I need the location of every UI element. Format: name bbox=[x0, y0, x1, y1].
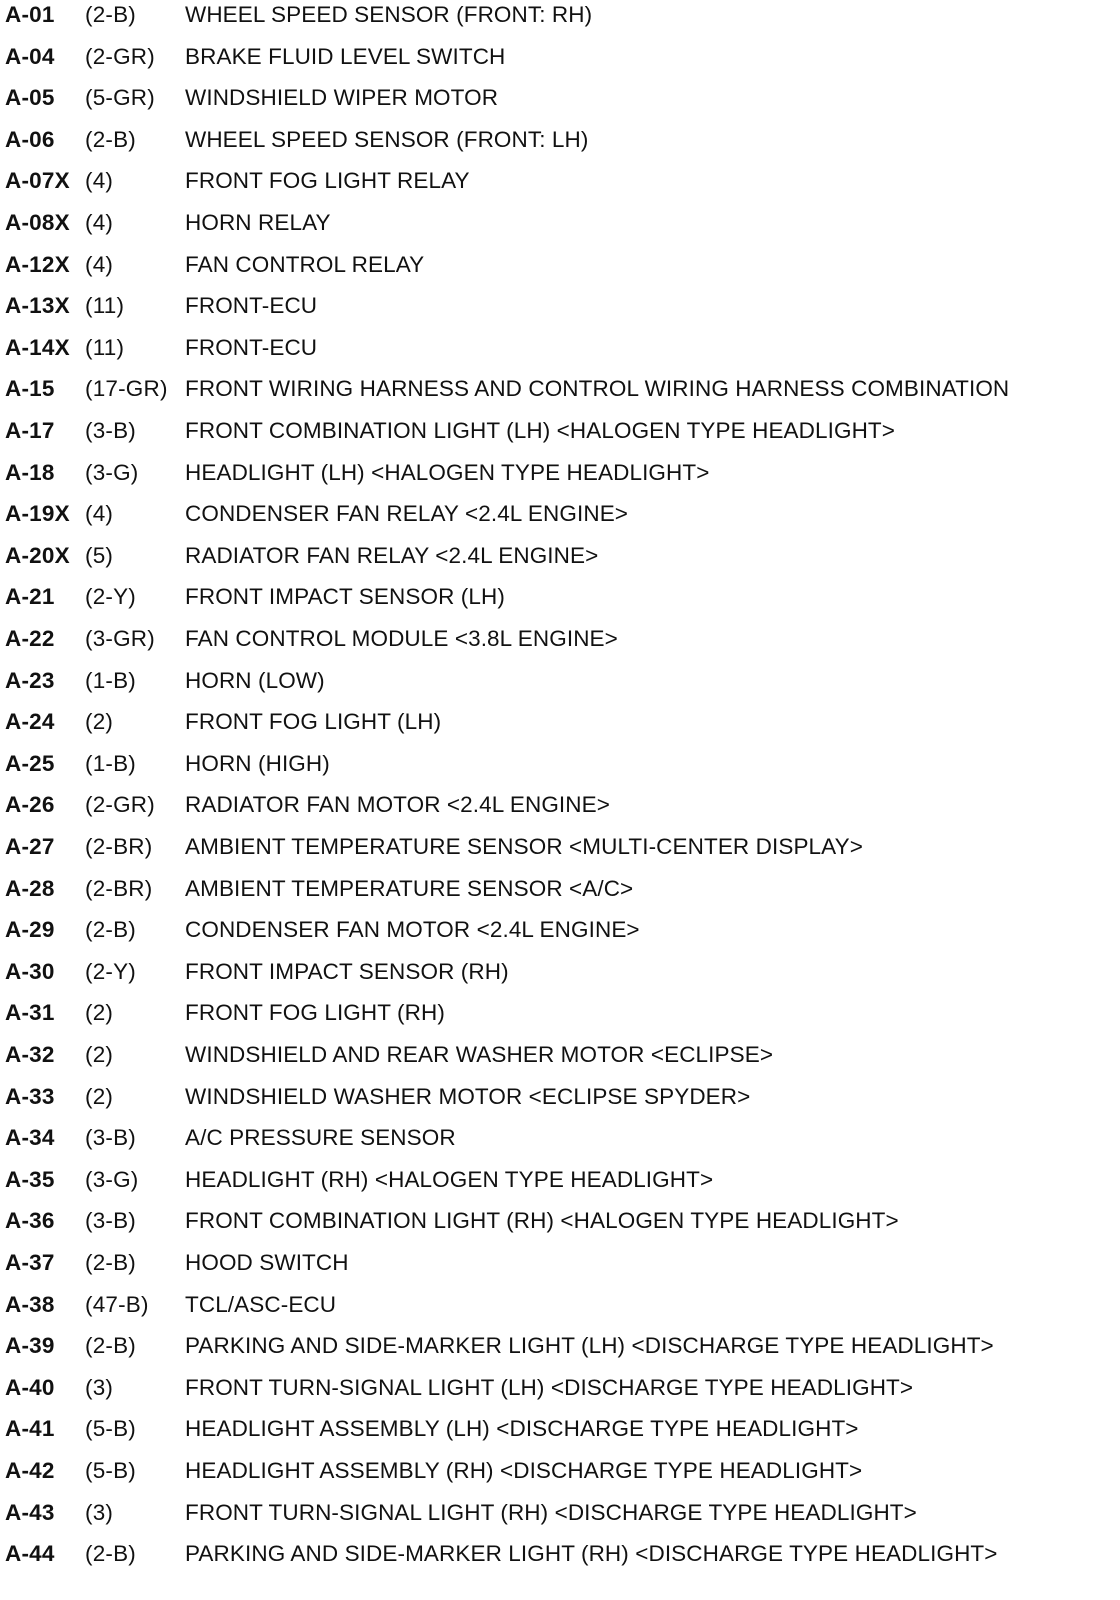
connector-pins: (2-GR) bbox=[85, 43, 155, 69]
connector-row bbox=[0, 666, 1120, 708]
connector-description: HORN RELAY bbox=[185, 210, 331, 235]
connector-pins: (2-B) bbox=[85, 1250, 136, 1275]
connector-code: A-25 bbox=[5, 750, 55, 776]
connector-pins: (4) bbox=[85, 168, 114, 194]
connector-row bbox=[0, 707, 1120, 749]
connector-pins: (3-B) bbox=[85, 418, 136, 443]
connector-row bbox=[0, 166, 1120, 208]
connector-pins: (3) bbox=[85, 1499, 114, 1525]
connector-description: HEADLIGHT ASSEMBLY (LH) <DISCHARGE TYPE HEADLIGHT> bbox=[185, 1416, 859, 1442]
connector-code: A-05 bbox=[5, 85, 55, 111]
connector-description: HEADLIGHT (RH) <HALOGEN TYPE HEADLIGHT> bbox=[185, 1166, 714, 1192]
connector-code: A-04 bbox=[5, 43, 55, 69]
connector-code: A-23 bbox=[5, 667, 55, 693]
connector-code: A-39 bbox=[5, 1333, 55, 1359]
connector-description: WINDSHIELD WIPER MOTOR bbox=[185, 85, 499, 111]
connector-code: A-32 bbox=[5, 1042, 55, 1067]
connector-description: FRONT TURN-SIGNAL LIGHT (RH) <DISCHARGE TYPE HEADLIGHT> bbox=[185, 1499, 917, 1525]
connector-row bbox=[0, 0, 1120, 42]
connector-description: TCL/ASC-ECU bbox=[185, 1291, 337, 1317]
connector-code: A-08X bbox=[5, 210, 70, 235]
connector-pins: (4) bbox=[85, 210, 114, 235]
connector-description: PARKING AND SIDE-MARKER LIGHT (LH) <DISCHARGE TYPE HEADLIGHT> bbox=[185, 1333, 994, 1359]
connector-pins: (2-B) bbox=[85, 1333, 136, 1359]
connector-description: CONDENSER FAN MOTOR <2.4L ENGINE> bbox=[185, 917, 640, 943]
connector-pins: (2) bbox=[85, 1042, 114, 1067]
connector-description: HOOD SWITCH bbox=[185, 1250, 349, 1275]
connector-code: A-28 bbox=[5, 875, 55, 901]
connector-code: A-29 bbox=[5, 917, 55, 943]
connector-description: A/C PRESSURE SENSOR bbox=[185, 1125, 456, 1151]
connector-code: A-22 bbox=[5, 626, 55, 651]
connector-pins: (3-G) bbox=[85, 1166, 139, 1192]
connector-pins: (11) bbox=[85, 293, 125, 319]
connector-row bbox=[0, 1248, 1120, 1290]
connector-description: WHEEL SPEED SENSOR (FRONT: LH) bbox=[185, 126, 589, 152]
connector-pins: (11) bbox=[85, 334, 125, 360]
connector-pins: (2-B) bbox=[85, 917, 136, 943]
connector-description: RADIATOR FAN MOTOR <2.4L ENGINE> bbox=[185, 792, 610, 818]
connector-pins: (1-B) bbox=[85, 667, 136, 693]
connector-row bbox=[0, 125, 1120, 167]
connector-code: A-35 bbox=[5, 1166, 55, 1192]
connector-row bbox=[0, 333, 1120, 375]
connector-pins: (5-B) bbox=[85, 1416, 136, 1442]
connector-code: A-38 bbox=[5, 1291, 55, 1317]
connector-code: A-30 bbox=[5, 958, 55, 984]
connector-pins: (1-B) bbox=[85, 750, 136, 776]
connector-row bbox=[0, 416, 1120, 458]
connector-description: FRONT-ECU bbox=[185, 334, 318, 360]
connector-row bbox=[0, 1498, 1120, 1540]
connector-pins: (47-B) bbox=[85, 1291, 149, 1317]
connector-code: A-33 bbox=[5, 1083, 55, 1109]
connector-description: CONDENSER FAN RELAY <2.4L ENGINE> bbox=[185, 501, 629, 527]
connector-code: A-41 bbox=[5, 1416, 55, 1442]
connector-pins: (3-G) bbox=[85, 459, 139, 485]
connector-row bbox=[0, 874, 1120, 916]
connector-code: A-14X bbox=[5, 334, 70, 360]
connector-description: FRONT COMBINATION LIGHT (LH) <HALOGEN TYPE HEADLIGHT> bbox=[185, 418, 896, 443]
connector-code: A-13X bbox=[5, 293, 70, 319]
connector-description: HORN (LOW) bbox=[185, 667, 325, 693]
connector-description: FRONT FOG LIGHT (LH) bbox=[185, 709, 442, 735]
connector-row bbox=[0, 998, 1120, 1040]
connector-row bbox=[0, 458, 1120, 500]
connector-code: A-07X bbox=[5, 168, 70, 194]
connector-pins: (2-BR) bbox=[85, 875, 153, 901]
connector-code: A-40 bbox=[5, 1374, 55, 1400]
connector-row bbox=[0, 1456, 1120, 1498]
connector-pins: (17-GR) bbox=[85, 376, 168, 402]
connector-description: FAN CONTROL MODULE <3.8L ENGINE> bbox=[185, 626, 618, 651]
connector-row bbox=[0, 208, 1120, 250]
connector-row bbox=[0, 957, 1120, 999]
connector-code: A-12X bbox=[5, 251, 70, 277]
connector-description: AMBIENT TEMPERATURE SENSOR <MULTI-CENTER DISPLAY> bbox=[185, 834, 863, 859]
connector-pins: (4) bbox=[85, 251, 114, 277]
connector-pins: (3-GR) bbox=[85, 626, 155, 651]
connector-row bbox=[0, 915, 1120, 957]
connector-code: A-21 bbox=[5, 584, 55, 610]
connector-pins: (2) bbox=[85, 709, 114, 735]
connector-description: PARKING AND SIDE-MARKER LIGHT (RH) <DISCHARGE TYPE HEADLIGHT> bbox=[185, 1541, 998, 1567]
connector-pins: (2-BR) bbox=[85, 834, 153, 859]
connector-description: FRONT IMPACT SENSOR (LH) bbox=[185, 584, 505, 610]
connector-code: A-43 bbox=[5, 1499, 55, 1525]
connector-code: A-34 bbox=[5, 1125, 55, 1151]
connector-row bbox=[0, 582, 1120, 624]
connector-code: A-44 bbox=[5, 1541, 55, 1567]
connector-row bbox=[0, 541, 1120, 583]
connector-code: A-15 bbox=[5, 376, 55, 402]
connector-row bbox=[0, 250, 1120, 292]
connector-pins: (3-B) bbox=[85, 1208, 136, 1234]
connector-code: A-19X bbox=[5, 501, 70, 527]
connector-code: A-36 bbox=[5, 1208, 55, 1234]
connector-description: WINDSHIELD WASHER MOTOR <ECLIPSE SPYDER> bbox=[185, 1083, 751, 1109]
connector-description: FRONT-ECU bbox=[185, 293, 318, 319]
connector-code: A-17 bbox=[5, 418, 55, 443]
connector-pins: (2-GR) bbox=[85, 792, 155, 818]
connector-description: FRONT FOG LIGHT (RH) bbox=[185, 1000, 445, 1026]
connector-description: FAN CONTROL RELAY bbox=[185, 251, 425, 277]
connector-row bbox=[0, 1082, 1120, 1124]
connector-pins: (2-Y) bbox=[85, 584, 136, 610]
connector-row bbox=[0, 1373, 1120, 1415]
connector-description: WINDSHIELD AND REAR WASHER MOTOR <ECLIPSE> bbox=[185, 1042, 774, 1067]
connector-pins: (2-B) bbox=[85, 1541, 136, 1567]
connector-description: FRONT FOG LIGHT RELAY bbox=[185, 168, 470, 194]
connector-row bbox=[0, 832, 1120, 874]
connector-pins: (4) bbox=[85, 501, 114, 527]
connector-row bbox=[0, 42, 1120, 84]
connector-description: FRONT TURN-SIGNAL LIGHT (LH) <DISCHARGE TYPE HEADLIGHT> bbox=[185, 1374, 914, 1400]
connector-row bbox=[0, 624, 1120, 666]
connector-row bbox=[0, 83, 1120, 125]
connector-pins: (2-B) bbox=[85, 126, 136, 152]
connector-description: AMBIENT TEMPERATURE SENSOR <A/C> bbox=[185, 875, 634, 901]
connector-row bbox=[0, 1539, 1120, 1581]
connector-pins: (5) bbox=[85, 542, 114, 568]
connector-description: HORN (HIGH) bbox=[185, 750, 330, 776]
connector-description: FRONT IMPACT SENSOR (RH) bbox=[185, 958, 509, 984]
connector-row bbox=[0, 499, 1120, 541]
connector-code: A-06 bbox=[5, 126, 55, 152]
connector-pins: (2-B) bbox=[85, 2, 136, 27]
connector-code: A-18 bbox=[5, 459, 55, 485]
connector-pins: (2) bbox=[85, 1083, 114, 1109]
connector-code: A-01 bbox=[5, 2, 55, 27]
connector-code: A-26 bbox=[5, 792, 55, 818]
connector-row bbox=[0, 1331, 1120, 1373]
connector-pins: (5-B) bbox=[85, 1458, 136, 1483]
connector-pins: (5-GR) bbox=[85, 85, 155, 111]
connector-row bbox=[0, 1165, 1120, 1207]
connector-row bbox=[0, 1290, 1120, 1332]
connector-description: HEADLIGHT ASSEMBLY (RH) <DISCHARGE TYPE HEADLIGHT> bbox=[185, 1458, 863, 1483]
connector-row bbox=[0, 1414, 1120, 1456]
connector-description: FRONT WIRING HARNESS AND CONTROL WIRING HARNESS COMBINATION bbox=[185, 376, 1010, 402]
connector-description: HEADLIGHT (LH) <HALOGEN TYPE HEADLIGHT> bbox=[185, 459, 710, 485]
connector-description: RADIATOR FAN RELAY <2.4L ENGINE> bbox=[185, 542, 599, 568]
connector-pins: (3-B) bbox=[85, 1125, 136, 1151]
connector-row bbox=[0, 291, 1120, 333]
connector-pins: (2-Y) bbox=[85, 958, 136, 984]
connector-code: A-24 bbox=[5, 709, 55, 735]
connector-row bbox=[0, 1206, 1120, 1248]
connector-code: A-27 bbox=[5, 834, 55, 859]
connector-row bbox=[0, 749, 1120, 791]
connector-code: A-31 bbox=[5, 1000, 55, 1026]
connector-pins: (2) bbox=[85, 1000, 114, 1026]
connector-description: WHEEL SPEED SENSOR (FRONT: RH) bbox=[185, 2, 593, 27]
connector-code: A-37 bbox=[5, 1250, 55, 1275]
connector-pins: (3) bbox=[85, 1374, 114, 1400]
connector-description: FRONT COMBINATION LIGHT (RH) <HALOGEN TYPE HEADLIGHT> bbox=[185, 1208, 899, 1234]
connector-code: A-20X bbox=[5, 542, 70, 568]
connector-row bbox=[0, 1040, 1120, 1082]
connector-row bbox=[0, 790, 1120, 832]
connector-row bbox=[0, 1123, 1120, 1165]
connector-code: A-42 bbox=[5, 1458, 55, 1483]
connector-row bbox=[0, 374, 1120, 416]
connector-description: BRAKE FLUID LEVEL SWITCH bbox=[185, 43, 506, 69]
